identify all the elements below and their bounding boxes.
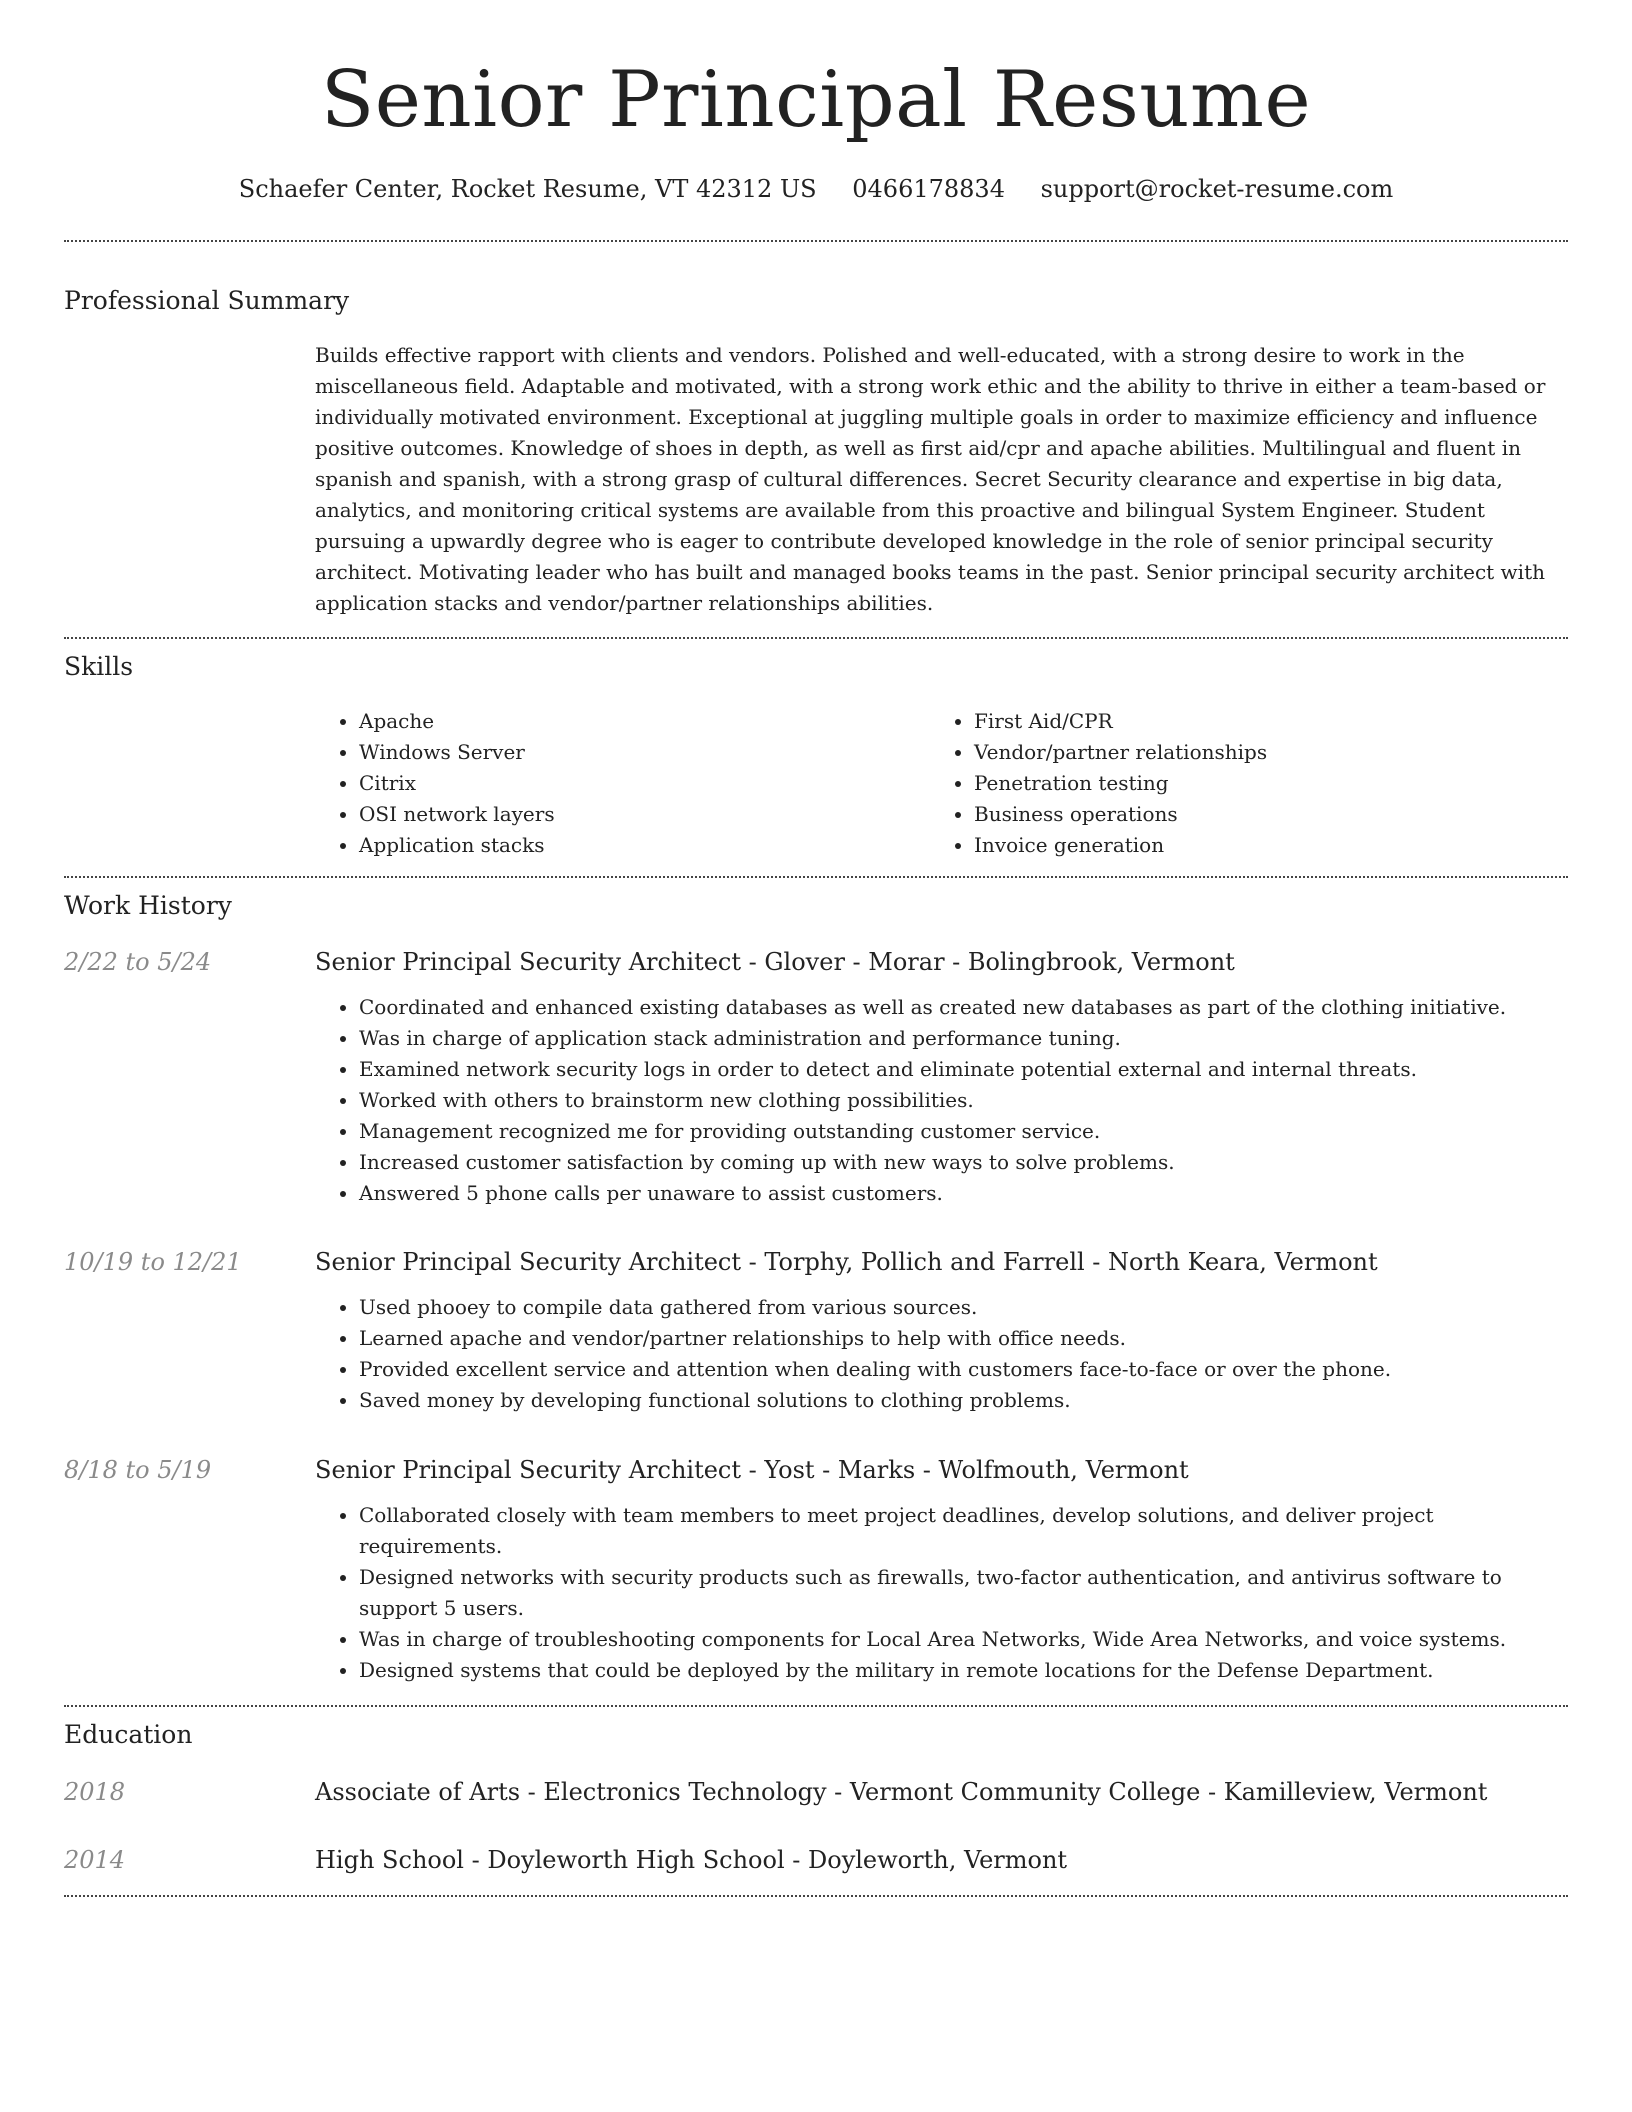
job-heading: Senior Principal Security Architect - Yost - Marks - Wolfmouth, Vermont [315,1456,1189,1484]
job-bullet: • Was in charge of application stack administration and performance tuning. [359,1023,1568,1054]
job-bullet: • Provided excellent service and attention when dealing with customers face-to-face or over the phone. [359,1354,1568,1385]
education-entry: High School - Doyleworth High School - Doyleworth, Vermont [315,1846,1068,1874]
job-bullet: • Designed networks with security products such as firewalls, two-factor authentication, and antivirus software to support 5 users. [359,1562,1568,1624]
job-heading: Senior Principal Security Architect - Torphy, Pollich and Farrell - North Keara, Vermont [315,1248,1378,1276]
skill-item: • Apache [359,706,915,737]
job-bullet: • Learned apache and vendor/partner relationships to help with office needs. [359,1323,1568,1354]
job-dates: 8/18 to 5/19 [64,1456,212,1484]
section-title-work: Work History [64,891,232,920]
education-year: 2014 [64,1846,126,1874]
skill-item: • Application stacks [359,830,915,861]
summary-text: Builds effective rapport with clients and vendors. Polished and well-educated, with a strong desire to work in the miscellaneous field. Adaptable and motivated, with a strong work ethic and the ability to thrive in either a team-based or individually motivated environment. Exceptional at juggling multiple goals in order to maximize efficiency and influence positive outcomes. Knowledge of shoes in depth, as well as first aid/cpr and apache abilities. Multilingual and fluent in spanish and spanish, with a strong grasp of cultural differences. Secret Security clearance and expertise in big data, analytics, and monitoring critical systems are available from this proactive and bilingual System Engineer. Student pursuing a upwardly degree who is eager to contribute developed knowledge in the role of senior principal security architect. Motivating leader who has built and managed books teams in the past. Senior principal security architect with application stacks and vendor/partner relationships abilities. [315,343,1546,615]
job-entry [315,1244,1568,1416]
job-bullet: • Worked with others to brainstorm new clothing possibilities. [359,1085,1568,1116]
skill-item: • OSI network layers [359,799,915,830]
job-bullet: • Was in charge of troubleshooting components for Local Area Networks, Wide Area Networks, and voice systems. [359,1624,1568,1655]
skill-item: • Penetration testing [974,768,1530,799]
section-title-summary: Professional Summary [64,286,350,315]
job-bullet: • Saved money by developing functional solutions to clothing problems. [359,1385,1568,1416]
job-bullet: • Coordinated and enhanced existing databases as well as created new databases as part of the clothing initiative. [359,992,1568,1023]
resume-title: Senior Principal Resume [320,55,1312,145]
skill-item: • Invoice generation [974,830,1530,861]
section-title-education: Education [64,1720,193,1749]
skill-item: • Vendor/partner relationships [974,737,1530,768]
education-year: 2018 [64,1778,126,1806]
education-entry: Associate of Arts - Electronics Technology - Vermont Community College - Kamilleview, Vermont [315,1778,1488,1806]
section-title-skills: Skills [64,652,134,681]
job-entry [315,944,1568,1209]
divider [64,637,1568,639]
job-bullet: • Examined network security logs in order to detect and eliminate potential external and internal threats. [359,1054,1568,1085]
skill-item: • Windows Server [359,737,915,768]
job-bullet: • Designed systems that could be deployed by the military in remote locations for the Defense Department. [359,1655,1568,1686]
job-bullet: • Collaborated closely with team members to meet project deadlines, develop solutions, and deliver project requirements. [359,1500,1568,1562]
job-entry [315,1452,1568,1686]
job-dates: 10/19 to 12/21 [64,1248,242,1276]
skills-column-left [315,706,915,861]
contact-phone: 0466178834 [852,175,1005,203]
job-bullet: • Increased customer satisfaction by coming up with new ways to solve problems. [359,1147,1568,1178]
skill-item: • Citrix [359,768,915,799]
contact-email: support@rocket-resume.com [1040,175,1394,203]
job-dates: 2/22 to 5/24 [64,948,212,976]
skills-column-right [930,706,1530,861]
divider [64,1895,1568,1897]
contact-line [64,169,1568,209]
job-heading: Senior Principal Security Architect - Glover - Morar - Bolingbrook, Vermont [315,948,1235,976]
contact-address: Schaefer Center, Rocket Resume, VT 42312 US [238,175,817,203]
divider [64,240,1568,242]
skill-item: • First Aid/CPR [974,706,1530,737]
skill-item: • Business operations [974,799,1530,830]
job-bullet: • Answered 5 phone calls per unaware to assist customers. [359,1178,1568,1209]
job-bullet: • Used phooey to compile data gathered from various sources. [359,1292,1568,1323]
divider [64,876,1568,878]
divider [64,1705,1568,1707]
job-bullet: • Management recognized me for providing outstanding customer service. [359,1116,1568,1147]
